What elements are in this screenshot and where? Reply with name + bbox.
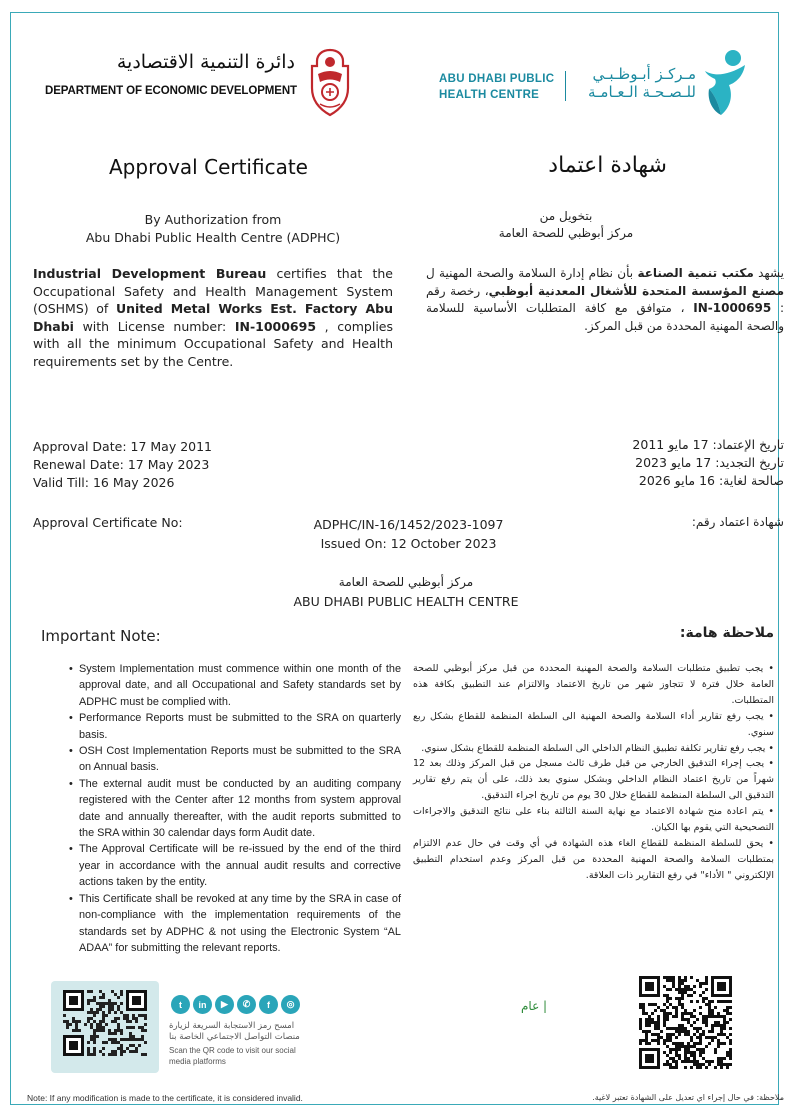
note-item: • Performance Reports must be submitted to the SRA on quarterly basis.: [69, 710, 401, 743]
classification-label: | عام: [521, 999, 548, 1013]
ded-name-arabic: دائرة التنمية الاقتصادية: [116, 51, 295, 73]
notes-list-arabic: [413, 661, 774, 884]
verification-qr-code[interactable]: [639, 976, 733, 1070]
adphc-name-english: ABU DHABI PUBLIC HEALTH CENTRE: [439, 73, 555, 101]
adphc-figure-logo-icon: [699, 47, 751, 119]
issued-on-date: Issued On: 12 October 2023: [320, 536, 497, 551]
note-item: • The Approval Certificate will be re-issued by the end of the third year in accordance with the annual audit results and corrective actions taken by the entity.: [69, 841, 401, 890]
important-note-title-arabic: ملاحظة هامة:: [679, 625, 774, 641]
certification-statement-arabic: يشهد مكتب تنمية الصناعة بأن نظام إدارة السلامة والصحة المهنية ل مصنع المؤسسة المتحدة للأشغال المعدنية أبوظبي، رخصة رقم : IN-1000695 ، متوافق مع كافة المتطلبات الأساسية للسلامة والصحة المهنية المحددة من قبل المركز.: [426, 266, 785, 333]
whatsapp-icon[interactable]: ✆: [237, 995, 256, 1014]
dates-arabic: [571, 436, 784, 490]
license-number-arabic: IN-1000695: [693, 301, 772, 315]
note-item-arabic: • يتم اعادة منح شهادة الاعتماد مع نهاية السنة الثالثة بناء على نتائج التدقيق والاجراءات التصحيحية التي يقوم بها الكيان.: [413, 804, 774, 836]
youtube-icon[interactable]: ▶: [215, 995, 234, 1014]
note-item: • This Certificate shall be revoked at any time by the SRA in case of non-compliance with the implementation requirements of the standards set by ADPHC & not using the Electronic System “AL ADAA” for submitting the relevant reports.: [69, 891, 401, 957]
note-item-arabic: • يجب إجراء التدقيق الخارجي من قبل طرف ثالث مسجل من قبل المركز وذلك بعد 12 شهراً من تاريخ اعتماد النظام الداخلي وبشكل سنوي بعد ذلك، على أن يتم رفع تقارير التدقيق الى السلطة المنظمة للقطاع خلال 30 يوم من تاريخ اجراء التدقيق.: [413, 756, 774, 804]
scan-instruction-english: Scan the QR code to visit our social media platforms: [169, 1046, 296, 1066]
note-item: • The external audit must be conducted by an auditing company registered with the Center after 12 months from system approval date and annually thereafter, with the audit reports submitted to the SRA within 30 calendar days form Audit date.: [69, 776, 401, 842]
social-qr-code[interactable]: [63, 990, 147, 1056]
approval-date-arabic: تاريخ الإعتماد: 17 مايو 2011: [632, 437, 784, 452]
scan-instruction-arabic: امسح رمز الاستجابة السريعة لزيارة منصات التواصل الاجتماعي الخاصة بنا: [169, 1021, 300, 1042]
facebook-icon[interactable]: f: [259, 995, 278, 1014]
adphc-name-arabic: مـركـز أبـوظـبـي للـصـحـة الـعـامـة: [587, 65, 696, 101]
note-item: • OSH Cost Implementation Reports must be submitted to the SRA on Annual basis.: [69, 743, 401, 776]
issuer-name-arabic: مكتب تنمية الصناعة: [637, 266, 754, 280]
certificate-number-label: Approval Certificate No:: [33, 515, 183, 530]
issuer-english: ABU DHABI PUBLIC HEALTH CENTRE: [293, 594, 519, 609]
valid-till-date: Valid Till: 16 May 2026: [33, 475, 175, 490]
certificate-page: [10, 12, 785, 1105]
entity-name: United Metal Works Est. Factory Abu Dhabi: [33, 301, 393, 334]
dates-english: [33, 438, 212, 492]
approval-date: Approval Date: 17 May 2011: [33, 439, 213, 454]
note-item-arabic: • يحق للسلطة المنظمة للقطاع الغاء هذه الشهادة في أي وقت في حال عدم الالتزام بمتطلبات السلامة والصحة المهنية المحددة من قبل المركز وعدم استخدام التطبيق الإلكتروني " الأداء" في رفع التقارير ذات العلاقة.: [413, 836, 774, 884]
falcon-emblem-icon: [304, 46, 356, 118]
certificate-title-arabic: شهادة اعتماد: [548, 153, 667, 178]
certification-statement-english: Industrial Development Bureau certifies that the Occupational Safety and Health Management System (OSHMS) of United Metal Works Est. Factory Abu Dhabi with License number: IN-1000695 , complies with all the minimum Occupational Safety and Health requirements set by the Centre.: [33, 266, 393, 369]
license-number: IN-1000695: [234, 318, 317, 334]
note-item: • System Implementation must commence within one month of the approval date, and all Occupational and Safety standards set by ADPHC must be complied with.: [69, 661, 401, 710]
authorization-english: By Authorization from Abu Dhabi Public Health Centre (ADPHC): [85, 212, 341, 245]
certificate-title-english: Approval Certificate: [109, 155, 308, 179]
issuer-arabic: مركز أبوظبي للصحة العامة: [338, 575, 474, 589]
entity-name-arabic: مصنع المؤسسة المتحدة للأشغال المعدنية أبوظبي: [488, 283, 785, 298]
note-item-arabic: • يجب رفع تقارير أداء السلامة والصحة المهنية الى السلطة المنظمة للقطاع بشكل ربع سنوي.: [413, 709, 774, 741]
valid-till-date-arabic: صالحة لغاية: 16 مايو 2026: [638, 473, 784, 488]
renewal-date-arabic: تاريخ التجديد: 17 مايو 2023: [635, 455, 784, 470]
important-note-title: Important Note:: [41, 627, 161, 645]
renewal-date: Renewal Date: 17 May 2023: [33, 457, 210, 472]
ded-name-english: DEPARTMENT OF ECONOMIC DEVELOPMENT: [45, 85, 297, 97]
instagram-icon[interactable]: ◎: [281, 995, 300, 1014]
certificate-number: ADPHC/IN-16/1452/2023-1097: [313, 517, 504, 532]
authorization-arabic: بتخويل من مركز أبوظبي للصحة العامة: [498, 209, 634, 240]
footer-note-arabic: ملاحظة: في حال إجراء اي تعديل على الشهادة تعتبر لاغية.: [592, 1093, 784, 1102]
social-icons-row: [171, 995, 300, 1014]
header-divider: [565, 71, 566, 101]
footer-note-english: Note: If any modification is made to the certificate, it is considered invalid.: [27, 1093, 303, 1103]
note-item-arabic: • يجب رفع تقارير تكلفة تطبيق النظام الداخلي الى السلطة المنظمة للقطاع بشكل سنوي.: [413, 741, 774, 757]
notes-list-english: [69, 661, 401, 956]
twitter-icon[interactable]: t: [171, 995, 190, 1014]
certificate-number-block: [291, 515, 526, 553]
certificate-number-label-arabic: شهادة اعتماد رقم:: [691, 515, 784, 529]
linkedin-icon[interactable]: in: [193, 995, 212, 1014]
issuer-name: Industrial Development Bureau: [33, 266, 267, 281]
note-item-arabic: • يجب تطبيق متطلبات السلامة والصحة المهنية المحددة من قبل مركز أبوظبي للصحة العامة خلال فترة لا تتجاوز شهر من تاريخ الاعتماد والالتزام عند التطبيق بكافة هذه المتطلبات.: [413, 661, 774, 709]
